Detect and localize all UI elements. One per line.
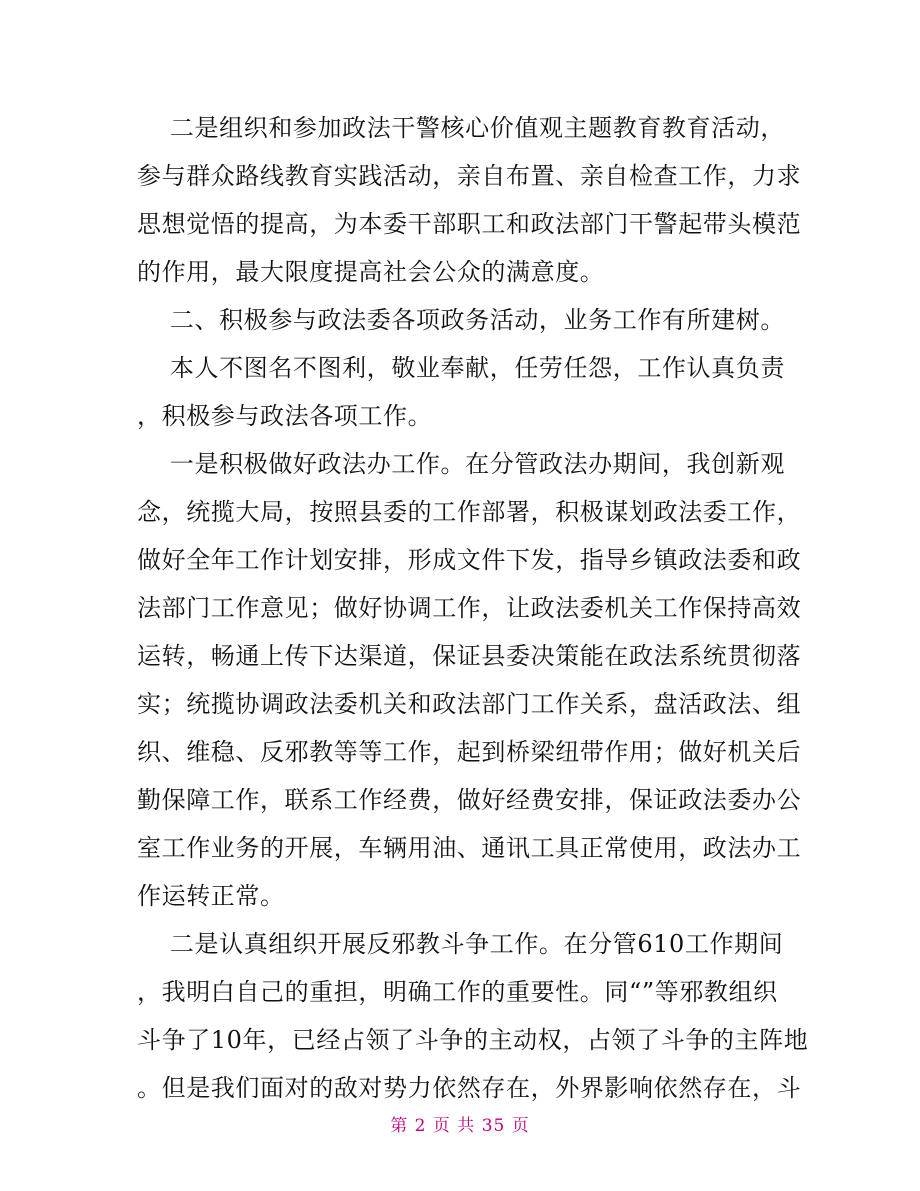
text-line: 本人不图名不图利，敬业奉献，任劳任怨，工作认真负责 xyxy=(137,354,785,382)
text-line: 法部门工作意见；做好协调工作，让政法委机关工作保持高效 xyxy=(137,594,802,622)
text-line: 二是组织和参加政法干警核心价值观主题教育教育活动， xyxy=(137,114,785,142)
text-line: 室工作业务的开展，车辆用油、通讯工具正常使用，政法办工 xyxy=(137,834,802,862)
text-line: ，积极参与政法各项工作。 xyxy=(137,402,433,430)
text-line: 做好全年工作计划安排，形成文件下发，指导乡镇政法委和政 xyxy=(137,546,802,574)
text-line: 的作用，最大限度提高社会公众的满意度。 xyxy=(137,258,605,286)
text-line: 斗争了10年，已经占领了斗争的主动权，占领了斗争的主阵地 xyxy=(137,1026,809,1054)
text-line: 作运转正常。 xyxy=(137,882,285,910)
text-line: 二是认真组织开展反邪教斗争工作。在分管610工作期间 xyxy=(137,930,784,958)
text-line: 勤保障工作，联系工作经费，做好经费安排，保证政法委办公 xyxy=(137,786,802,814)
text-line: 思想觉悟的提高，为本委干部职工和政法部门干警起带头模范 xyxy=(137,210,802,238)
page-number-footer: 第 2 页 共 35 页 xyxy=(390,1116,530,1136)
text-line: ，我明白自己的重担，明确工作的重要性。同“”等邪教组织 xyxy=(137,978,778,1006)
text-line: 念，统揽大局，按照县委的工作部署，积极谋划政法委工作， xyxy=(137,498,802,526)
text-line: 一是积极做好政法办工作。在分管政法办期间，我创新观 xyxy=(137,450,785,478)
text-line: 织、维稳、反邪教等等工作，起到桥梁纽带作用；做好机关后 xyxy=(137,738,802,766)
text-line: 二、积极参与政法委各项政务活动，业务工作有所建树。 xyxy=(137,306,785,334)
text-line: 参与群众路线教育实践活动，亲自布置、亲自检查工作，力求 xyxy=(137,162,802,190)
text-line: 实；统揽协调政法委机关和政法部门工作关系，盘活政法、组 xyxy=(137,690,802,718)
text-line: 运转，畅通上传下达渠道，保证县委决策能在政法系统贯彻落 xyxy=(137,642,802,670)
document-body xyxy=(137,104,809,1112)
text-line: 。但是我们面对的敌对势力依然存在，外界影响依然存在，斗 xyxy=(137,1074,802,1102)
